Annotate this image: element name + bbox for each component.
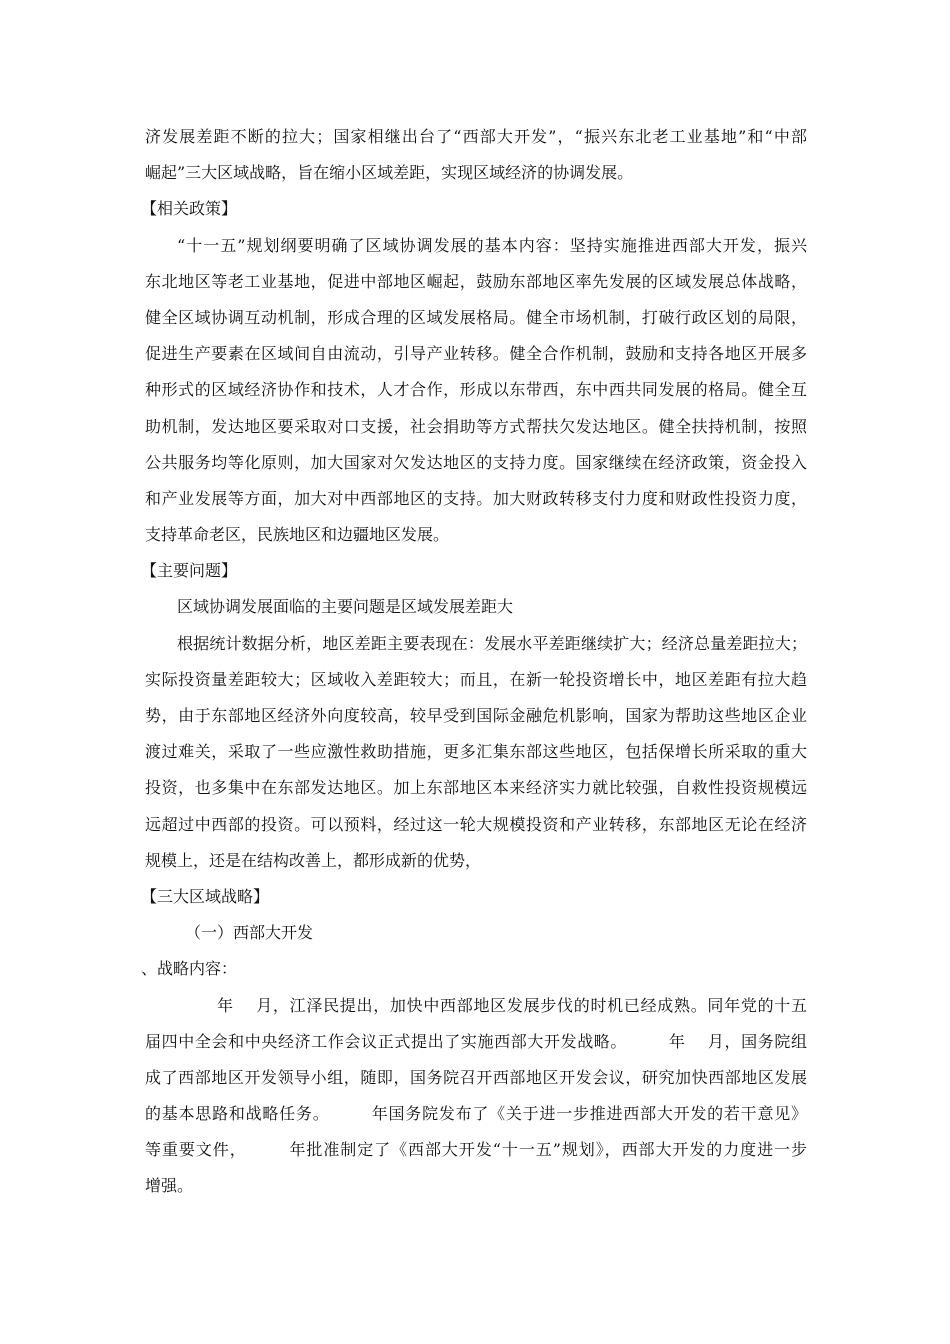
problems-line: 根据统计数据分析，地区差距主要表现在：发展水平差距继续扩大；经济总量差距拉大； bbox=[177, 633, 807, 653]
problems-line: 势，由于东部地区经济外向度较高，较早受到国际金融危机影响，国家为帮助这些地区企业 bbox=[145, 706, 807, 725]
policy-line: 和产业发展等方面，加大对中西部地区的支持。加大财政转移支付力度和财政性投资力度， bbox=[145, 488, 807, 508]
document-body bbox=[141, 119, 807, 1205]
problems-line: 实际投资量差距较大；区域收入差距较大；而且，在新一轮投资增长中，地区差距有拉大趋 bbox=[145, 669, 807, 689]
intro-line: 济发展差距不断的拉大；国家相继出台了“西部大开发”，“振兴东北老工业基地”和“中部 bbox=[145, 127, 807, 146]
policy-line: “十一五”规划纲要明确了区域协调发展的基本内容：坚持实施推进西部大开发，振兴 bbox=[177, 235, 807, 255]
policy-line: 东北地区等老工业基地，促进中部地区崛起，鼓励东部地区率先发展的区域发展总体战略， bbox=[145, 271, 807, 291]
strategy-line: 年 月，江泽民提出，加快中西部地区发展步伐的时机已经成熟。同年党的十五 bbox=[217, 995, 807, 1015]
strategy-line: 等重要文件， 年批准制定了《西部大开发“十一五”规划》，西部大开发的力度进一步 bbox=[145, 1140, 807, 1160]
strategy-line: 的基本思路和战略任务。 年国务院发布了《关于进一步推进西部大开发的若干意见》 bbox=[145, 1104, 807, 1124]
strategy-line: 增强。 bbox=[145, 1176, 194, 1196]
section-heading-policy: 【相关政策】 bbox=[141, 199, 238, 219]
policy-line: 公共服务均等化原则，加大国家对欠发达地区的支持力度。国家继续在经济政策，资金投入 bbox=[145, 452, 807, 472]
problems-line: 规模上，还是在结构改善上，都形成新的优势， bbox=[145, 850, 482, 870]
section-heading-strategy: 【三大区域战略】 bbox=[141, 886, 270, 906]
strategy-line: 成了西部地区开发领导小组，随即，国务院召开西部地区开发会议，研究加快西部地区发展 bbox=[145, 1067, 807, 1087]
policy-line: 支持革命老区，民族地区和边疆地区发展。 bbox=[145, 525, 450, 545]
strategy-bullet: 、战略内容： bbox=[141, 959, 238, 979]
problems-line: 投资，也多集中在东部发达地区。加上东部地区本来经济实力就比较强，自救性投资规模远 bbox=[145, 778, 807, 798]
section-heading-problems: 【主要问题】 bbox=[141, 561, 238, 581]
policy-line: 助机制，发达地区要采取对口支援，社会捐助等方式帮扶欠发达地区。健全扶持机制，按照 bbox=[145, 416, 807, 436]
problems-subheading: 区域协调发展面临的主要问题是区域发展差距大 bbox=[177, 597, 514, 617]
problems-line: 渡过难关，采取了一些应激性救助措施，更多汇集东部这些地区，包括保增长所采取的重大 bbox=[145, 742, 807, 762]
strategy-line: 届四中全会和中央经济工作会议正式提出了实施西部大开发战略。 年 月，国务院组 bbox=[145, 1031, 807, 1051]
policy-line: 种形式的区域经济协作和技术，人才合作，形成以东带西，东中西共同发展的格局。健全互 bbox=[145, 380, 807, 400]
problems-line: 远超过中西部的投资。可以预料，经过这一轮大规模投资和产业转移，东部地区无论在经济 bbox=[145, 814, 807, 834]
policy-line: 促进生产要素在区域间自由流动，引导产业转移。健全合作机制，鼓励和支持各地区开展多 bbox=[145, 344, 807, 364]
intro-line: 崛起”三大区域战略，旨在缩小区域差距，实现区域经济的协调发展。 bbox=[145, 163, 634, 183]
policy-line: 健全区域协调互动机制，形成合理的区域发展格局。健全市场机制，打破行政区划的局限， bbox=[145, 307, 807, 327]
strategy-subheading: （一）西部大开发 bbox=[185, 923, 314, 943]
